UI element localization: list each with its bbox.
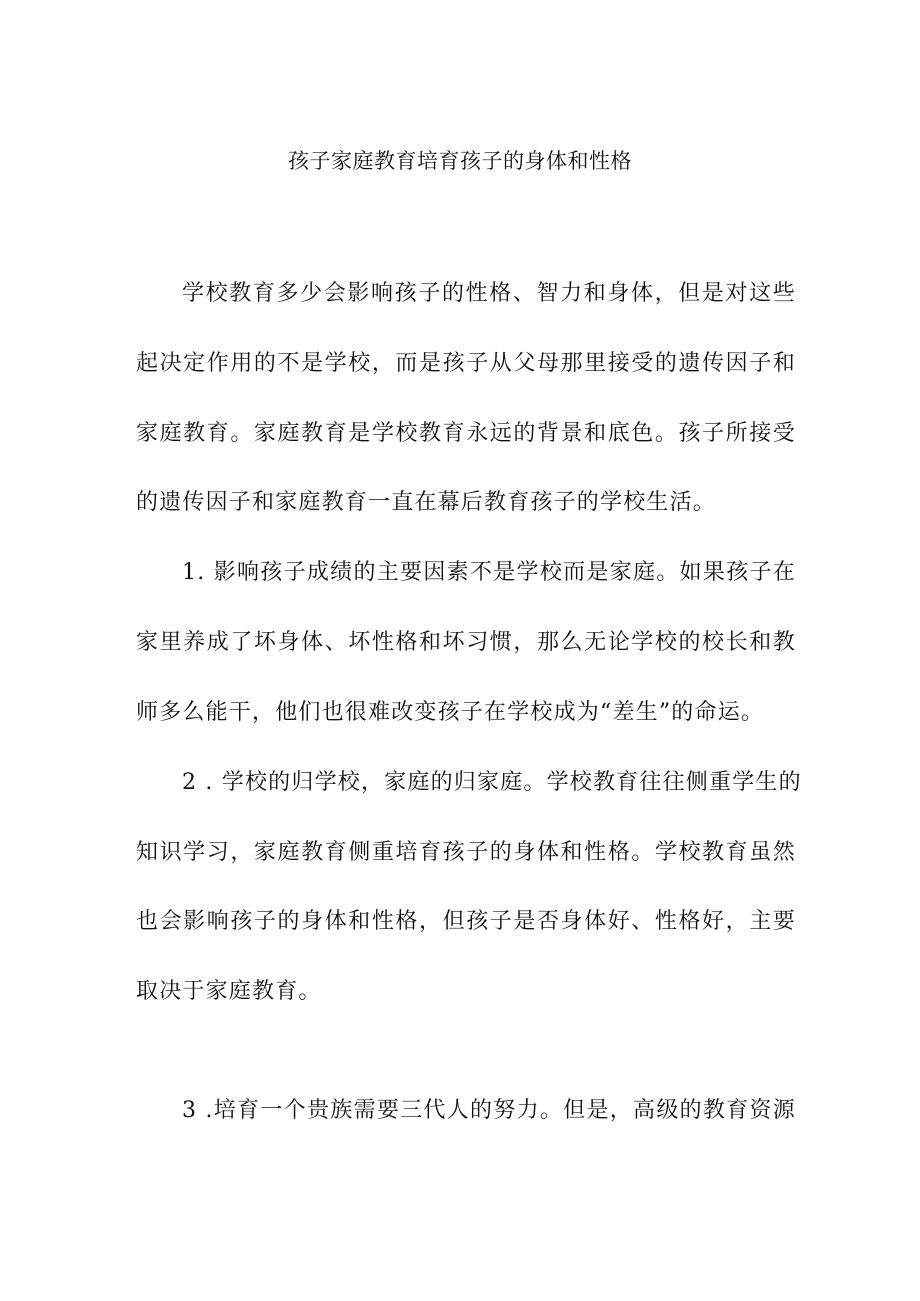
paragraph-1-line-3: 家庭教育。家庭教育是学校教育永远的背景和底色。孩子所接受 bbox=[136, 421, 796, 446]
paragraph-3-line-3: 也会影响孩子的身体和性格，但孩子是否身体好、性格好，主要 bbox=[136, 909, 796, 934]
document-title: 孩子家庭教育培育孩子的身体和性格 bbox=[288, 149, 632, 173]
paragraph-1-line-1: 学校教育多少会影响孩子的性格、智力和身体，但是对这些 bbox=[182, 281, 796, 306]
paragraph-3-line-1: 2 . 学校的归学校，家庭的归家庭。学校教育往往侧重学生的 bbox=[182, 770, 802, 795]
paragraph-1-line-2: 起决定作用的不是学校，而是孩子从父母那里接受的遗传因子和 bbox=[136, 351, 796, 376]
paragraph-2-line-1: 1. 影响孩子成绩的主要因素不是学校而是家庭。如果孩子在 bbox=[182, 560, 796, 585]
paragraph-3-line-4: 取决于家庭教育。 bbox=[136, 979, 322, 1004]
paragraph-3-line-2: 知识学习，家庭教育侧重培育孩子的身体和性格。学校教育虽然 bbox=[136, 840, 796, 865]
paragraph-2-line-2: 家里养成了坏身体、坏性格和坏习惯，那么无论学校的校长和教 bbox=[136, 630, 796, 655]
paragraph-4-line-1: 3 .培育一个贵族需要三代人的努力。但是，高级的教育资源 bbox=[182, 1098, 796, 1123]
paragraph-1-line-4: 的遗传因子和家庭教育一直在幕后教育孩子的学校生活。 bbox=[136, 490, 717, 515]
paragraph-2-line-3: 师多么能干，他们也很难改变孩子在学校成为“差生”的命运。 bbox=[136, 700, 765, 725]
